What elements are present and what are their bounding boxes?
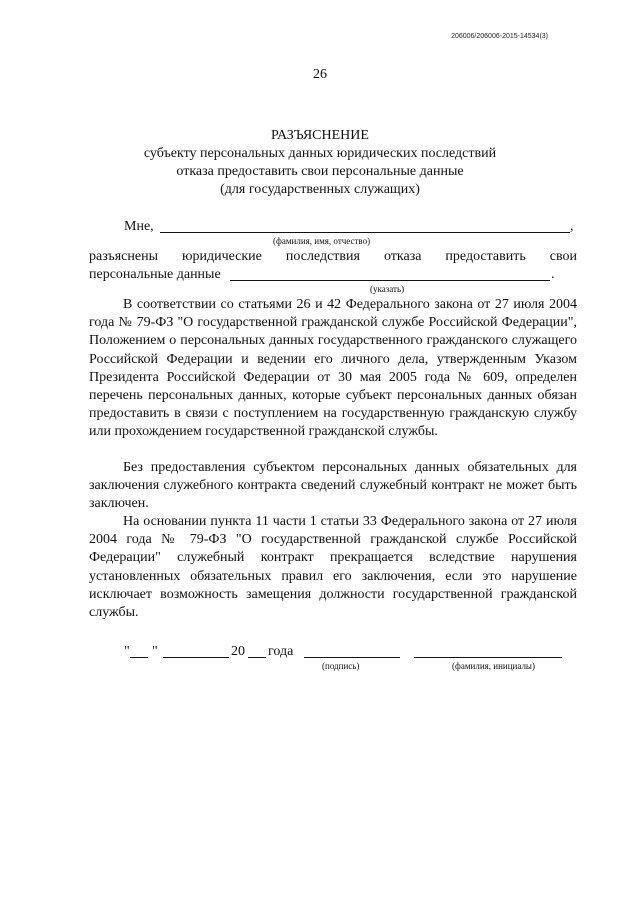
explained-word: юридические — [182, 249, 262, 264]
specify-caption: (указать) — [370, 284, 405, 294]
paragraph-2 — [89, 459, 577, 514]
subtitle-line-1: субъекту персональных данных юридических последствий — [143, 146, 497, 161]
date-month-field[interactable] — [163, 657, 229, 658]
personal-data-label: персональные данные — [89, 267, 221, 282]
explained-word: отказа — [383, 249, 422, 264]
date-year-field[interactable] — [248, 657, 266, 658]
document-id: 206006/206006-2015-14534(3) — [451, 33, 548, 40]
paragraph-3-text: На основании пункта 11 части 1 статьи 33 Федерального закона от 27 июля 2004 года № 79-ФЗ "О государственной гражданской службе Российской Федерации" служебный контракт прекращается вследствие нарушения установленных обязательных правил его заключения, если это нарушение исключает возможность замещения должности государственной гражданской службы. — [89, 514, 577, 621]
explained-word: разъяснены — [89, 249, 159, 264]
initials-field[interactable] — [414, 657, 562, 658]
paragraph-1 — [89, 296, 577, 442]
me-comma: , — [570, 219, 574, 234]
date-day-field[interactable] — [130, 657, 148, 658]
full-name-caption: (фамилия, имя, отчество) — [273, 236, 371, 246]
subtitle-line-2: отказа предоставить свои персональные данные — [176, 164, 464, 179]
date-quote-open: " — [124, 644, 130, 659]
me-label: Мне, — [124, 219, 154, 234]
subtitle-line-3: (для государственных служащих) — [220, 182, 420, 197]
date-year-suffix: года — [268, 644, 294, 659]
title-block — [0, 127, 640, 199]
date-century: 20 — [231, 644, 245, 659]
paragraph-1-text: В соответствии со статьями 26 и 42 Федерального закона от 27 июля 2004 года № 79-ФЗ "О государственной гражданской службе Российской Федерации", Положением о персональных данных государственного гражданского служащего Российской Федерации и ведении его личного дела, утвержденным Указом Президента Российской Федерации от 30 мая 2005 года № 609, определен перечень персональных данных, которые субъект персональных данных обязан предоставить в связи с поступлением на государственную гражданскую службу или прохождением государственной гражданской службы. — [89, 297, 577, 440]
signature-caption: (подпись) — [322, 661, 360, 671]
signature-field[interactable] — [304, 657, 400, 658]
explained-word: последствия — [285, 249, 360, 264]
explained-word: предоставить — [445, 249, 526, 264]
initials-caption: (фамилия, инициалы) — [452, 661, 535, 671]
personal-data-end: . — [551, 267, 555, 282]
paragraph-2-text: Без предоставления субъектом персональных данных обязательных для заключения служебного контракта сведений служебный контракт не может быть заключен. — [89, 460, 577, 512]
personal-data-field[interactable] — [230, 280, 550, 281]
full-name-field[interactable] — [160, 232, 570, 233]
document-title: РАЗЪЯСНЕНИЕ — [271, 128, 369, 143]
paragraph-3 — [89, 513, 577, 622]
date-quote-close: " — [152, 644, 158, 659]
explained-word: свои — [549, 249, 577, 264]
explained-line — [89, 248, 577, 266]
page-number: 26 — [313, 67, 327, 82]
